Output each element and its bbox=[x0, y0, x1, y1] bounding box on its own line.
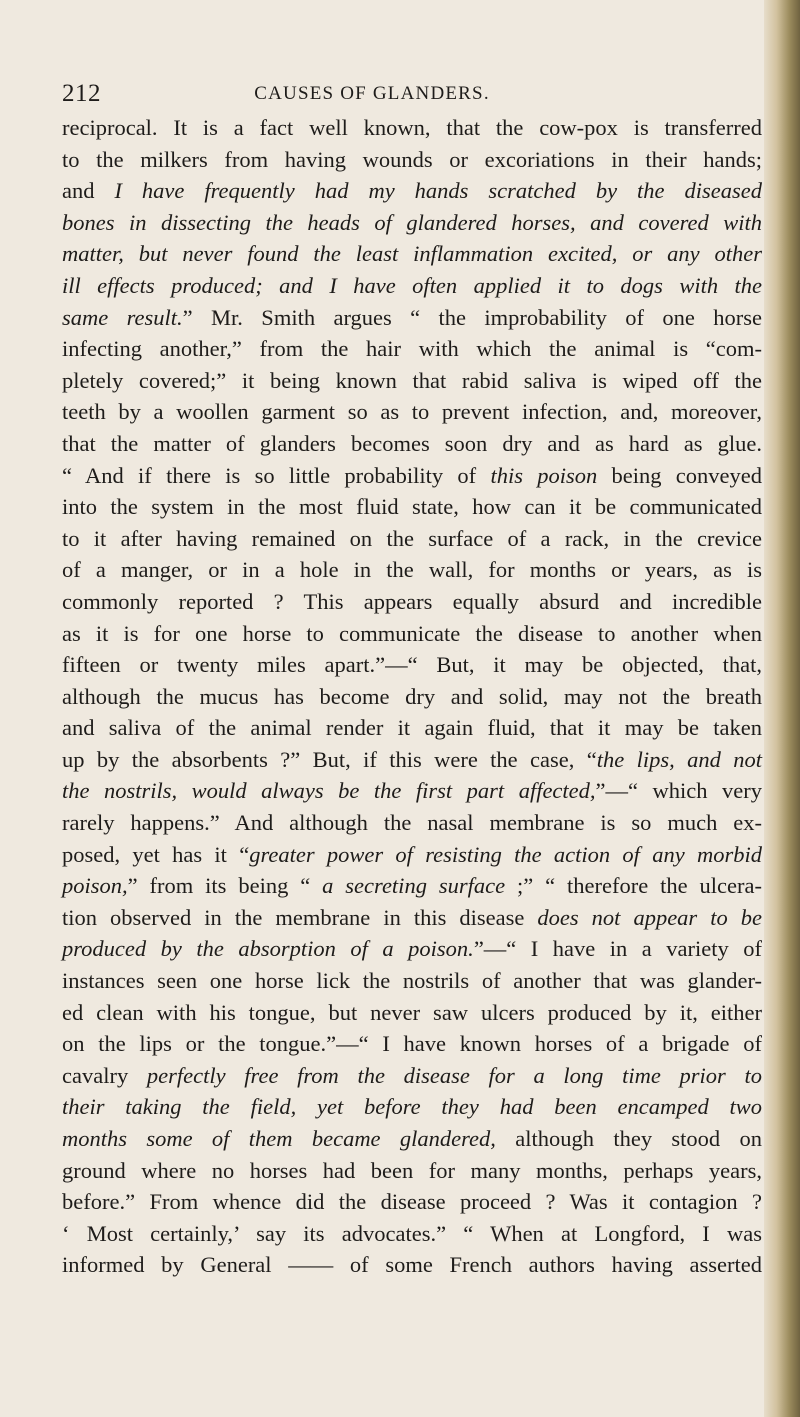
italic-text-segment: I have frequently had my hands scratched by the diseased bbox=[114, 178, 762, 204]
text-segment: ” from its being “ bbox=[127, 873, 323, 899]
text-line bbox=[62, 870, 762, 902]
text-line bbox=[62, 681, 762, 713]
text-line bbox=[62, 744, 762, 776]
running-head: CAUSES OF GLANDERS. bbox=[254, 83, 490, 104]
text-segment: cavalry bbox=[62, 1062, 147, 1088]
page-number: 212 bbox=[62, 80, 101, 107]
text-segment: instances seen one horse lick the nostrils of another that was glander- bbox=[62, 968, 762, 994]
text-line bbox=[62, 396, 762, 428]
text-line bbox=[62, 1060, 762, 1092]
text-segment: to it after having remained on the surface of a rack, in the crevice bbox=[62, 525, 762, 551]
text-segment: infecting another,” from the hair with which the animal is “com- bbox=[62, 336, 762, 362]
text-line bbox=[62, 1218, 762, 1250]
italic-text-segment: the nostrils, would always be the first part affected, bbox=[62, 778, 596, 804]
text-line bbox=[62, 997, 762, 1029]
text-segment: “ And if there is so little probability of bbox=[62, 462, 491, 488]
text-line bbox=[62, 112, 762, 144]
body-text bbox=[62, 112, 762, 1281]
text-line bbox=[62, 238, 762, 270]
text-line bbox=[62, 775, 762, 807]
text-line bbox=[62, 554, 762, 586]
text-segment: although they stood on bbox=[495, 1126, 763, 1151]
text-segment: informed by General —— of some French authors having asserted bbox=[62, 1252, 762, 1278]
text-line bbox=[62, 839, 762, 871]
text-line bbox=[62, 649, 762, 681]
page-gutter-shadow bbox=[764, 0, 800, 1417]
text-segment: ”—“ which very bbox=[595, 778, 762, 804]
text-segment: ‘ Most certainly,’ say its advocates.” “ When at Longford, I was bbox=[62, 1220, 762, 1246]
text-segment: teeth by a woollen garment so as to prevent infection, and, moreover, bbox=[62, 399, 762, 425]
text-segment: ”—“ I have in a variety of bbox=[473, 936, 762, 962]
text-segment: posed, yet has it “ bbox=[62, 841, 250, 867]
text-line bbox=[62, 712, 762, 744]
text-segment: ed clean with his tongue, but never saw ulcers produced by it, either bbox=[62, 999, 762, 1025]
text-line bbox=[62, 428, 762, 460]
text-segment: although the mucus has become dry and solid, may not the breath bbox=[62, 683, 762, 709]
text-segment: pletely covered;” it being known that rabid saliva is wiped off the bbox=[62, 367, 762, 393]
text-line bbox=[62, 207, 762, 239]
text-segment: rarely happens.” And although the nasal membrane is so much ex- bbox=[62, 810, 762, 836]
text-line bbox=[62, 144, 762, 176]
text-line bbox=[62, 175, 762, 207]
text-line bbox=[62, 333, 762, 365]
text-line bbox=[62, 1249, 762, 1281]
text-segment: and bbox=[62, 178, 115, 204]
text-line bbox=[62, 1155, 762, 1187]
italic-text-segment: does not appear to be bbox=[537, 904, 762, 930]
text-segment: of a manger, or in a hole in the wall, for months or years, as is bbox=[62, 557, 762, 583]
text-segment: ;” “ therefore the ulcera- bbox=[505, 873, 762, 899]
text-line bbox=[62, 365, 762, 397]
text-line bbox=[62, 302, 762, 334]
text-segment: into the system in the most fluid state, how can it be communicated bbox=[62, 494, 762, 520]
text-line bbox=[62, 1091, 762, 1123]
text-line bbox=[62, 807, 762, 839]
text-segment: ground where no horses had been for many months, perhaps years, bbox=[62, 1157, 762, 1183]
text-segment: to the milkers from having wounds or excoriations in their hands; bbox=[62, 146, 762, 172]
italic-text-segment: perfectly free from the disease for a long time prior to bbox=[146, 1062, 762, 1088]
text-segment: and saliva of the animal render it again fluid, that it may be taken bbox=[62, 715, 762, 741]
text-segment: up by the absorbents ?” But, if this were the case, “ bbox=[62, 746, 597, 772]
italic-text-segment: their taking the field, yet before they had been encamped two bbox=[62, 1094, 762, 1120]
text-segment: as it is for one horse to communicate the disease to another when bbox=[62, 620, 762, 646]
text-segment: on the lips or the tongue.”—“ I have known horses of a brigade of bbox=[62, 1031, 762, 1057]
text-segment: fifteen or twenty miles apart.”—“ But, it may be objected, that, bbox=[62, 652, 762, 678]
text-line bbox=[62, 270, 762, 302]
italic-text-segment: produced by the absorption of a poison. bbox=[62, 936, 474, 962]
text-line bbox=[62, 965, 762, 997]
italic-text-segment: months some of them became glandered, bbox=[62, 1126, 496, 1151]
text-line bbox=[62, 586, 762, 618]
text-segment: commonly reported ? This appears equally absurd and incredible bbox=[62, 588, 762, 614]
italic-text-segment: a secreting surface bbox=[322, 873, 506, 899]
text-line bbox=[62, 491, 762, 523]
italic-text-segment: ill effects produced; and I have often applied it to dogs with the bbox=[62, 272, 762, 298]
text-line bbox=[62, 1028, 762, 1060]
text-line bbox=[62, 618, 762, 650]
italic-text-segment: greater power of resisting the action of any morbid bbox=[249, 841, 762, 867]
text-segment: being conveyed bbox=[597, 462, 762, 488]
text-line bbox=[62, 1123, 762, 1155]
text-line bbox=[62, 902, 762, 934]
text-line bbox=[62, 523, 762, 555]
text-line bbox=[62, 933, 762, 965]
italic-text-segment: matter, but never found the least inflammation excited, or any other bbox=[62, 241, 762, 267]
text-segment: ” Mr. Smith argues “ the improbability of one horse bbox=[182, 304, 762, 330]
italic-text-segment: this poison bbox=[490, 462, 598, 488]
text-segment: reciprocal. It is a fact well known, that the cow-pox is transferred bbox=[62, 115, 762, 140]
italic-text-segment: poison, bbox=[62, 873, 128, 899]
text-line bbox=[62, 1186, 762, 1218]
italic-text-segment: bones in dissecting the heads of glandered horses, and covered with bbox=[62, 209, 762, 235]
text-segment: that the matter of glanders becomes soon dry and as hard as glue. bbox=[62, 430, 762, 456]
text-segment: before.” From whence did the disease proceed ? Was it contagion ? bbox=[62, 1189, 762, 1215]
italic-text-segment: same result. bbox=[62, 304, 183, 330]
text-segment: tion observed in the membrane in this disease bbox=[62, 904, 538, 930]
text-line bbox=[62, 460, 762, 492]
italic-text-segment: the lips, and not bbox=[596, 746, 763, 772]
